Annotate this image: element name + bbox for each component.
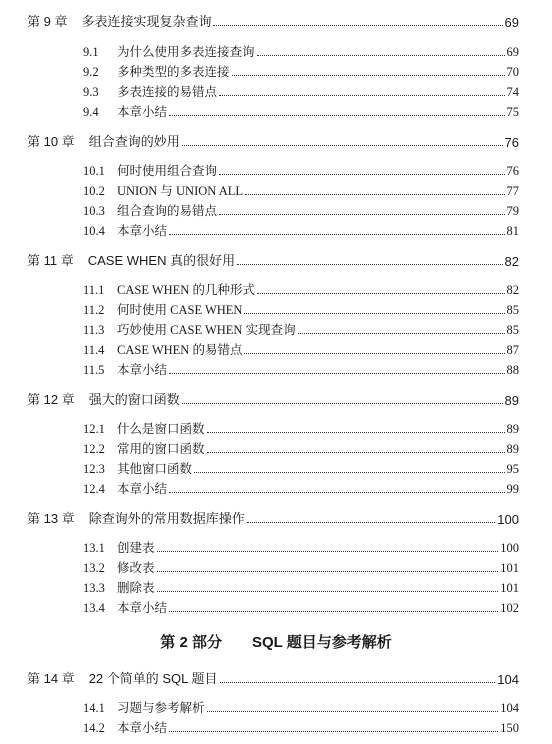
chapter-title: 除查询外的常用数据库操作 — [88, 511, 245, 526]
page-number: 89 — [506, 442, 519, 456]
toc-section-entry[interactable] — [0, 219, 552, 239]
page-number: 101 — [500, 561, 519, 575]
section-number: 10.2 — [83, 184, 105, 198]
dot-leader — [169, 611, 498, 612]
section-title: 本章小结 — [117, 721, 168, 735]
section-title: 巧妙使用 CASE WHEN 实现查询 — [117, 323, 296, 337]
page-number: 100 — [497, 512, 519, 527]
section-title: 什么是窗口函数 — [117, 422, 205, 436]
part-title: SQL 题目与参考解析 — [251, 634, 392, 651]
dot-leader — [207, 711, 499, 712]
chapter-title: 强大的窗口函数 — [88, 392, 180, 407]
chapter-number: 第 14 章 — [27, 671, 75, 686]
toc-chapter-entry[interactable] — [0, 388, 552, 408]
toc-section-entry[interactable] — [0, 477, 552, 497]
section-number: 14.2 — [83, 721, 105, 735]
dot-leader — [169, 234, 504, 235]
section-title: 本章小结 — [117, 482, 168, 496]
section-title: 本章小结 — [117, 363, 168, 377]
chapter-title: 22 个简单的 SQL 题目 — [88, 671, 218, 686]
section-number: 12.4 — [83, 482, 105, 496]
dot-leader — [194, 472, 504, 473]
dot-leader — [182, 403, 503, 404]
toc-section-entry[interactable] — [0, 278, 552, 298]
dot-leader — [245, 194, 504, 195]
dot-leader — [232, 75, 505, 76]
dot-leader — [219, 174, 504, 175]
section-number: 9.3 — [83, 85, 99, 99]
dot-leader — [247, 522, 496, 523]
section-title: 删除表 — [117, 581, 155, 595]
page-number: 76 — [506, 164, 519, 178]
dot-leader — [169, 492, 504, 493]
chapter-number: 第 9 章 — [27, 14, 68, 29]
section-title: 创建表 — [117, 541, 155, 555]
page-number: 100 — [500, 541, 519, 555]
toc-section-entry[interactable] — [0, 298, 552, 318]
page-number: 85 — [506, 323, 519, 337]
toc-section-entry[interactable] — [0, 159, 552, 179]
toc-section-entry[interactable] — [0, 60, 552, 80]
page-number: 81 — [506, 224, 519, 238]
toc-section-entry[interactable] — [0, 338, 552, 358]
dot-leader — [169, 731, 498, 732]
section-title: 多种类型的多表连接 — [117, 65, 230, 79]
part-number: 第 2 部分 — [160, 634, 222, 651]
page-number: 85 — [506, 303, 519, 317]
section-title: 习题与参考解析 — [117, 701, 205, 715]
section-title: 其他窗口函数 — [117, 462, 193, 476]
page-number: 104 — [497, 672, 519, 687]
dot-leader — [237, 264, 502, 265]
page-number: 99 — [506, 482, 519, 496]
section-number: 11.4 — [83, 343, 105, 357]
section-number: 11.2 — [83, 303, 105, 317]
section-number: 14.1 — [83, 701, 105, 715]
toc-section-entry[interactable] — [0, 199, 552, 219]
dot-leader — [157, 571, 499, 572]
section-number: 11.3 — [83, 323, 105, 337]
toc-section-entry[interactable] — [0, 318, 552, 338]
section-title: 修改表 — [117, 561, 155, 575]
chapter-title: 组合查询的妙用 — [88, 134, 180, 149]
section-number: 9.4 — [83, 105, 99, 119]
dot-leader — [207, 432, 505, 433]
toc-chapter-entry[interactable] — [0, 507, 552, 527]
toc-section-entry[interactable] — [0, 358, 552, 378]
dot-leader — [219, 95, 504, 96]
dot-leader — [298, 333, 505, 334]
chapter-number: 第 13 章 — [27, 511, 75, 526]
page-number: 77 — [506, 184, 519, 198]
section-title: 组合查询的易错点 — [117, 204, 218, 218]
toc-section-entry[interactable] — [0, 536, 552, 556]
section-number: 11.5 — [83, 363, 105, 377]
toc-section-entry[interactable] — [0, 457, 552, 477]
part-heading — [0, 631, 552, 655]
dot-leader — [182, 145, 503, 146]
page-number: 89 — [504, 393, 519, 408]
section-title: 本章小结 — [117, 224, 168, 238]
page-number: 76 — [504, 135, 519, 150]
toc-section-entry[interactable] — [0, 716, 552, 736]
dot-leader — [219, 214, 504, 215]
page-number: 87 — [506, 343, 519, 357]
page-number: 79 — [506, 204, 519, 218]
page-number: 69 — [506, 45, 519, 59]
toc-section-entry[interactable] — [0, 100, 552, 120]
toc-section-entry[interactable] — [0, 80, 552, 100]
chapter-title: CASE WHEN 真的很好用 — [87, 253, 236, 268]
toc-section-entry[interactable] — [0, 437, 552, 457]
toc-section-entry[interactable] — [0, 576, 552, 596]
page-number: 74 — [506, 85, 519, 99]
dot-leader — [220, 682, 496, 683]
chapter-number: 第 10 章 — [27, 134, 75, 149]
section-number: 12.2 — [83, 442, 105, 456]
section-number: 13.2 — [83, 561, 105, 575]
section-title: 多表连接的易错点 — [117, 85, 218, 99]
toc-section-entry[interactable] — [0, 179, 552, 199]
section-number: 10.4 — [83, 224, 105, 238]
page-number: 95 — [506, 462, 519, 476]
section-number: 11.1 — [83, 283, 105, 297]
section-number: 10.3 — [83, 204, 105, 218]
page-number: 89 — [506, 422, 519, 436]
page-number: 102 — [500, 601, 519, 615]
section-title: 何时使用 CASE WHEN — [117, 303, 243, 317]
toc-section-entry[interactable] — [0, 556, 552, 576]
page-number: 150 — [500, 721, 519, 735]
chapter-number: 第 11 章 — [27, 253, 74, 268]
section-title: 本章小结 — [117, 601, 168, 615]
section-title: 为什么使用多表连接查询 — [117, 45, 255, 59]
page-number: 69 — [504, 15, 519, 30]
section-title: UNION 与 UNION ALL — [117, 184, 244, 198]
toc-section-entry[interactable] — [0, 417, 552, 437]
dot-leader — [213, 25, 502, 26]
page-number: 75 — [506, 105, 519, 119]
dot-leader — [169, 115, 504, 116]
page-number: 82 — [506, 283, 519, 297]
toc-chapter-entry[interactable] — [0, 249, 552, 269]
dot-leader — [244, 353, 504, 354]
toc-chapter-entry[interactable] — [0, 130, 552, 150]
dot-leader — [157, 551, 499, 552]
chapter-title: 多表连接实现复杂查询 — [81, 14, 212, 29]
toc-section-entry[interactable] — [0, 696, 552, 716]
page-number: 88 — [506, 363, 519, 377]
section-number: 10.1 — [83, 164, 105, 178]
toc-chapter-entry[interactable] — [0, 10, 552, 30]
section-number: 13.4 — [83, 601, 105, 615]
section-number: 12.3 — [83, 462, 105, 476]
section-title: CASE WHEN 的易错点 — [117, 343, 243, 357]
section-title: 常用的窗口函数 — [117, 442, 205, 456]
section-title: CASE WHEN 的几种形式 — [117, 283, 255, 297]
page-number: 82 — [504, 254, 519, 269]
page-number: 104 — [500, 701, 519, 715]
toc-section-entry[interactable] — [0, 40, 552, 60]
section-number: 13.3 — [83, 581, 105, 595]
dot-leader — [257, 55, 505, 56]
dot-leader — [257, 293, 505, 294]
dot-leader — [244, 313, 504, 314]
section-title: 本章小结 — [117, 105, 168, 119]
page-number: 70 — [506, 65, 519, 79]
dot-leader — [169, 373, 504, 374]
toc-section-entry[interactable] — [0, 596, 552, 616]
toc-chapter-entry[interactable] — [0, 667, 552, 687]
section-number: 9.2 — [83, 65, 99, 79]
dot-leader — [207, 452, 505, 453]
section-number: 13.1 — [83, 541, 105, 555]
section-title: 何时使用组合查询 — [117, 164, 218, 178]
dot-leader — [157, 591, 499, 592]
section-number: 9.1 — [83, 45, 99, 59]
chapter-number: 第 12 章 — [27, 392, 75, 407]
page-number: 101 — [500, 581, 519, 595]
section-number: 12.1 — [83, 422, 105, 436]
